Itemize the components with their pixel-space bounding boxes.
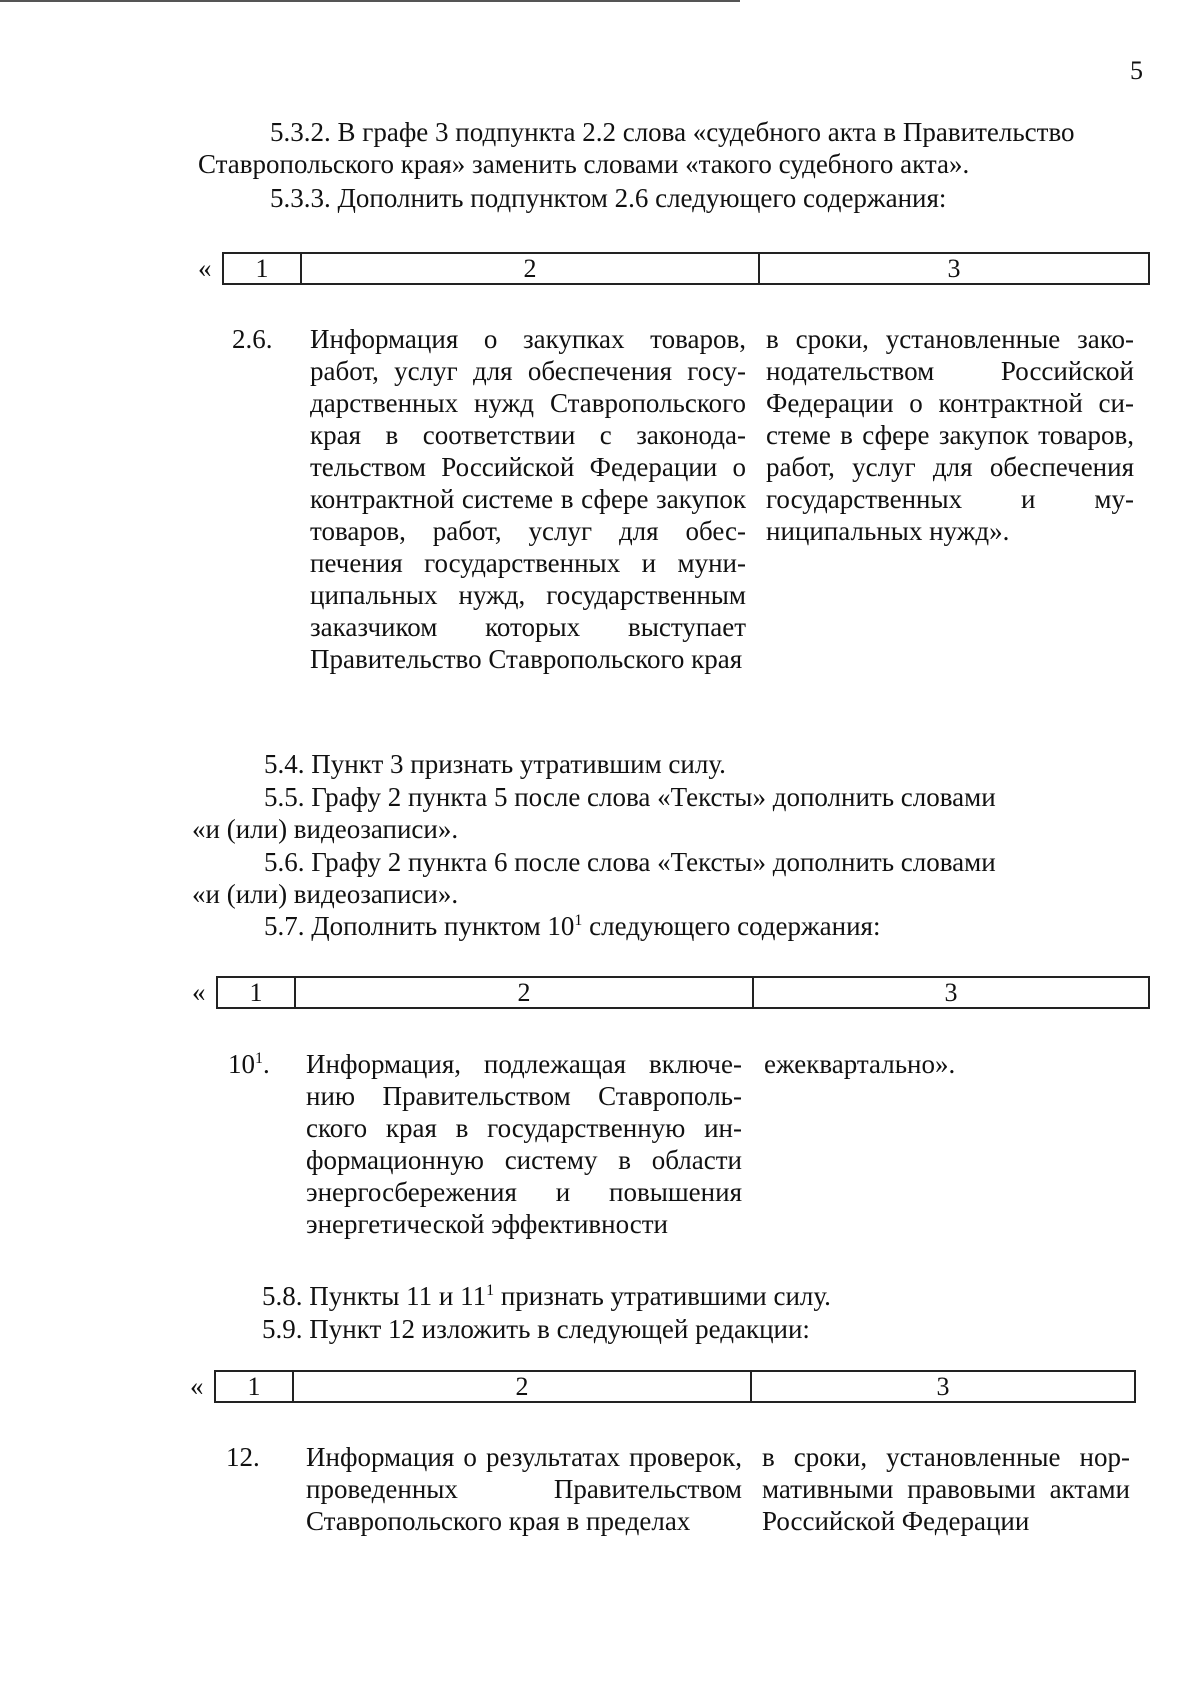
superscript: 1	[255, 1050, 263, 1067]
row-10-1-col3: ежеквартально».	[764, 1049, 956, 1079]
paragraph-line	[262, 1280, 1142, 1312]
row-2-6-col2: Информация о закупках товаров, работ, услуг для обеспечения государственных нужд Ставропольского края в соответствии с законодательством Российской Федерации о контрактной системе в сфере закупок товаров, работ, услуг для обеспечения государственных и муниципальных нужд, государственным заказчиком которых выступает Правительство Ставропольского края	[310, 324, 746, 674]
paragraph-5-7	[264, 910, 1144, 942]
paragraph-line: «и (или) видеозаписи».	[192, 814, 459, 844]
paragraph-line: 5.3.3. Дополнить подпунктом 2.6 следующего содержания:	[270, 183, 947, 213]
paragraph-5-4	[264, 748, 1144, 780]
paragraph-5-3-2	[198, 116, 1148, 180]
paragraph-line	[264, 910, 1144, 942]
superscript: 1	[486, 1282, 495, 1299]
text-part: 10	[228, 1049, 255, 1079]
header-col-1: 1	[218, 978, 296, 1007]
paragraph-5-6	[192, 846, 1142, 910]
paragraph-line: Ставропольского края» заменить словами «такого судебного акта».	[198, 149, 970, 179]
open-quote: «	[198, 253, 212, 283]
header-cells	[216, 976, 1150, 1009]
header-cells	[222, 252, 1150, 285]
header-col-1: 1	[216, 1372, 294, 1401]
paragraph-line: «и (или) видеозаписи».	[192, 879, 459, 909]
open-quote: «	[190, 1371, 204, 1401]
header-col-1: 1	[224, 254, 302, 283]
row-2-6-number: 2.6.	[232, 324, 273, 354]
scan-edge-line	[0, 0, 740, 2]
header-col-3: 3	[936, 1371, 950, 1401]
table-header-2	[192, 976, 1150, 1009]
row-2-6-col3: в сроки, установленные законодательством Российской Федерации о контрактной системе в сфере закупок товаров, работ, услуг для обеспечения государственных и муниципальных нужд».	[766, 324, 1134, 546]
paragraph-5-5	[192, 781, 1142, 845]
text-part: следующего содержания:	[582, 911, 881, 941]
header-col-3: 3	[944, 977, 958, 1007]
row-10-1-col2: Информация, подлежащая включению Правительством Ставропольского края в государственную информационную систему в области энергосбережения и повышения энергетической эффективности	[306, 1049, 742, 1239]
paragraph-line: 5.5. Графу 2 пункта 5 после слова «Тексты» дополнить словами	[264, 782, 996, 812]
header-col-2: 2	[294, 1372, 752, 1401]
paragraph-5-3-3	[270, 182, 1150, 214]
row-12-col3: в сроки, установленные нормативными правовыми актами Российской Федерации	[762, 1442, 1130, 1536]
table-header-1	[198, 252, 1150, 285]
page-number: 5	[1130, 56, 1143, 85]
paragraph-line: 5.9. Пункт 12 изложить в следующей редакции:	[262, 1314, 810, 1344]
text-part: .	[263, 1049, 270, 1079]
text-part: признать утратившими силу.	[494, 1281, 831, 1311]
paragraph-5-9	[262, 1313, 1142, 1345]
row-12-col2: Информация о результатах проверок, проведенных Правительством Ставропольского края в пределах	[306, 1442, 742, 1536]
row-12-number: 12.	[226, 1442, 260, 1472]
header-col-2: 2	[296, 978, 754, 1007]
superscript: 1	[574, 912, 583, 929]
header-cells	[214, 1370, 1136, 1403]
table-header-3	[190, 1370, 1136, 1403]
header-col-3: 3	[947, 253, 961, 283]
open-quote: «	[192, 977, 206, 1007]
paragraph-5-8	[262, 1280, 1142, 1312]
paragraph-line: 5.3.2. В графе 3 подпункта 2.2 слова «судебного акта в Правительство	[270, 117, 1075, 147]
paragraph-line: 5.4. Пункт 3 признать утратившим силу.	[264, 749, 726, 779]
header-col-2: 2	[302, 254, 760, 283]
text-part: 5.7. Дополнить пунктом 10	[264, 911, 575, 941]
text-part: 5.8. Пункты 11 и 11	[262, 1281, 487, 1311]
row-10-1-number	[228, 1048, 270, 1080]
paragraph-line: 5.6. Графу 2 пункта 6 после слова «Тексты» дополнить словами	[264, 847, 996, 877]
